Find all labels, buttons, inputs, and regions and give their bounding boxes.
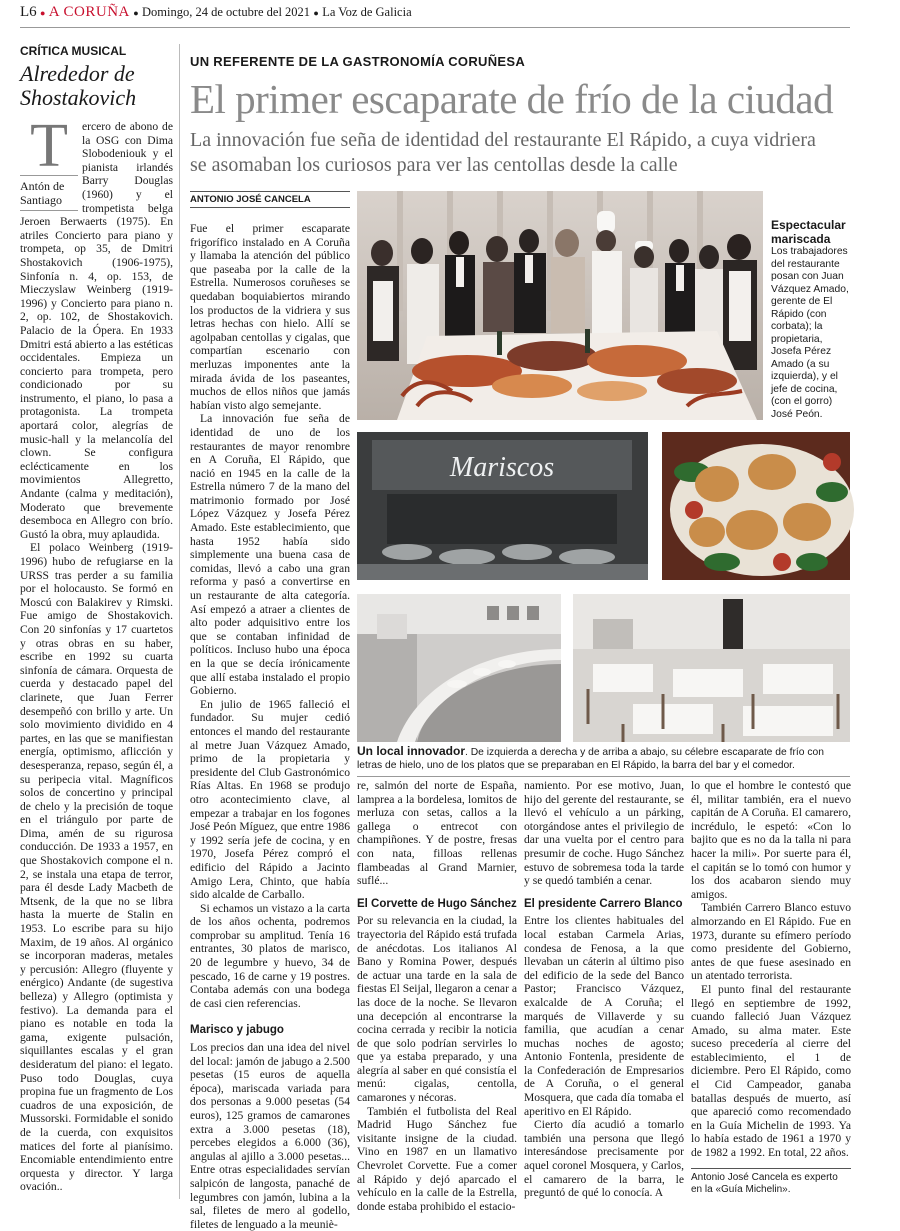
dining-room-photo xyxy=(573,594,850,742)
author-note: Antonio José Cancela es experto en la «Guía Michelin». xyxy=(691,1168,851,1196)
subheading-carrero: El presidente Carrero Blanco xyxy=(524,897,683,910)
article-subhead: La innovación fue seña de identidad del restaurante El Rápido, a cuya vidriera se asomaban los curiosos para ver las centollas desde la calle xyxy=(190,129,816,176)
caption-1-text: Los trabajadores del restaurante posan con Juan Vázquez Amado, gerente de El Rápido (con corbata); la propietaria, Josefa Pérez Amado (a su izquierda), y el jefe de cocina, (con el gorro) José Peón. xyxy=(771,246,849,420)
article-column-2: re, salmón del norte de España, lamprea a la bordelesa, lomitos de merluza con setas, callos a la gallega o entrecot con champiñones. Y de postre, fresas con nata, filloas rellenas flambeadas al Grand Marnier, suflé... El Corvette de Hugo Sánchez Por su relevancia en la ciudad, la trayectoria del Rápido está trufada de anécdotas. Los italianos Al Bano y Romina Power, después de actuar una tarde en la sala de fiestas El Seijal, llegaron a cenar a las doce de la noche. Se llevaron una decepción al encontrarse la cocina cerrada y recibir la noticia de que solo podrían servirles lo que ya estaba preparado, y una alegría al saber en qué consistía el menú: cigalas, centolla, camarones y nécoras. También el futbolista del Real Madrid Hugo Sánchez fue visitante insigne de la ciudad. Vino en 1987 en un llamativo Chevrolet Corvette. Fue a comer al Rápido y dejó aparcado el vehículo en la calle de la Estrella, donde estaba prohibido el estacio- xyxy=(357,779,517,1213)
bullet-icon: ● xyxy=(133,8,139,18)
header-rule xyxy=(20,27,850,28)
article-column-1: Fue el primer escaparate frigorífico instalado en A Coruña y llamaba la atención del público que paseaba por la calle de la Estrella. Numerosos coruñeses se quedaban boquiabiertos mirando los productos de la vidriera y sus letras hechas con hielo. Allí se agolpaban centollas y cigalas, que compartían escenario con merluzas imponentes ante la mirada ávida de los paseantes, muchos de ellos niños que jamás habían visto algo semejante. La innovación fue seña de identidad de uno de los restaurantes de mayor renombre en A Coruña, El Rápido, que nació en 1945 en la calle de la Estrella número 7 de la mano del matrimonio formado por José López Vázquez y Josefa Pérez Amado. Este establecimiento, que hasta 1952 había sido simplemente una buena casa de comidas, llevó a cabo una gran reforma y pasó a convertirse en un restaurante de alta categoría. Así empezó a atraer a clientes de alto poder adquisitivo entre los que se contaban infinidad de políticos. Incluso hubo una época en la que se decía irónicamente que allí estaba instalado el propio Gobierno. En julio de 1965 falleció el fundador. Su mujer cedió entonces el mando del restaurante al metre Juan Vázquez Amado, primo de la propietaria y presidente del Club Gastronómico Rías Altas. En 1968 se produjo otro acontecimiento clave, al empezar a trabajar en los fogones José Peón Míguez, que entre 1986 y 1992 sería jefe de cocina, y en 1970, Josefa Pérez compró el edificio del Rápido a Jacinto Amigo Lera, Chinto, que había sido alcalde de Carballo. Si echamos un vistazo a la carta de los años ochenta, podremos comprobar su amplitud. Tenía 16 entrantes, 30 platos de marisco, 20 de legumbre y huevo, 34 de pescado, 16 de carne y 19 postres. Contaba además con una bodega de casi cien referencias. Marisco y jabugo Los precios dan una idea del nivel del local: jamón de jabugo a 2.500 pesetas (15 euros de aquella época), mariscada variada para dos personas a 9.000 pesetas (54 euros), 125 gramos de camarones extra a 3.000 pesetas (18), percebes elegidos a 6.000 (36), angulas al ajillo a 3.000 pesetas... Entre otras especialidades servían salpicón de langosta, panaché de legumbres con jamón, lubina a la sal, filetes de mero al godello, filetes de lenguado a la meuniè- xyxy=(190,222,351,1231)
review-paragraph: El polaco Weinberg (1919-1996) hubo de refugiarse en la URSS tras perder a su familia por el holocausto. Se formó en Moscú con Balakirev y Rimski. Fue amigo de Shostakovich. Con 20 sinfonías y 17 cuartetos y otras obras en su haber, escribe en 1992 su cuarta sinfonía de cámara. Orquesta de cuerda y destacado papel del clarinete, que Juan Ferrer desempeñó con brillo y arte. Un solo movimiento dividido en 4 partes, en las que se manifiestan energía, optimismo, aflicción y desesperanza, repaso, según él, a su peripecia vital. Magníficos solos de concertino y principal de chelo y la precisión de toque en el triángulo por parte de Dima, amén de su rigurosa conducción. De 1933 a 1957, en que Shostakovich compone el n. 2, se instala una etapa de terror, para él desde Lady Macbeth de Mtsenk, de la que no se libra hasta la muerte de Stalin en 1953. Lo escribe para su hijo Maxim, de 19 años. Al orgánico se incorporan maderas, metales y percusión: Allegro (fluyente y enérgico) Andante (de sugestiva belleza) y Allegro (optimista y festivo). La demanda para el piano es notable en toda la gama, exigente pulsación, siquillantes escalas y el gran desideratum del piano: el legato. Puso todo Douglas, cuya propina fue un fragmento de Los cuadros de una exposición, de Mussorski. Formidable el sonido de la cuerda, con exquisitos matices del forte al pianísimo. Encomiable entendimiento entre orquesta y director. Y larga ovación.. xyxy=(20,541,173,1194)
photo-caption-2: Un local innovador. De izquierda a derecha y de arriba a abajo, su célebre escaparate de frío con letras de hielo, uno de los platos que se preparaban en El Rápido, la barra del bar y el comedor. xyxy=(357,745,850,777)
ice-letters: Mariscos xyxy=(449,452,555,483)
review-title: Alrededor de Shostakovich xyxy=(20,61,137,110)
page-number: L6 xyxy=(20,4,37,20)
bar-photo xyxy=(357,594,561,742)
review-kicker: CRÍTICA MUSICAL xyxy=(20,44,127,58)
bullet-icon: ● xyxy=(313,8,319,18)
page-date: Domingo, 24 de octubre del 2021 xyxy=(142,5,311,19)
dish-photo xyxy=(662,432,850,580)
photo-caption-1 xyxy=(771,218,851,421)
dropcap: T xyxy=(30,112,68,180)
article-headline: El primer escaparate de frío de la ciudad xyxy=(190,76,834,122)
article-column-4: lo que el hombre le contestó que él, militar también, era el nuevo capitán de A Coruña. El camarero, incrédulo, le espetó: «Con lo bajito que es no da la talla ni para hacer la mili». Por suerte para él, el capitán se lo tomó con humor y los dos acabaron siendo muy amigos. También Carrero Blanco estuvo almorzando en El Rápido. Fue en 1973, durante su efímero período como presidente del Gobierno, antes de que fuese asesinado en un atentado terrorista. El punto final del restaurante llegó en septiembre de 1992, cuando falleció Juan Vázquez Amado, su alma mater. Este suceso precedería al cierre del establecimiento, el 1 de diciembre. Pero El Rápido, como el Cid Campeador, ganaba batallas después de muerto, así que apareció como recomendado en la Guía Michelin de 1993. Ya lo había estado de 1961 a 1970 y de 1982 a 1992. En total, 22 años. Antonio José Cancela es experto en la «Guía Michelin». xyxy=(691,779,851,1195)
caption-2-text: De izquierda a derecha y de arriba a abajo, su célebre escaparate de frío con letras de hielo, uno de los platos que se preparaban en El Rápido, la barra del bar y el comedor. xyxy=(357,747,824,771)
section-name: A CORUÑA xyxy=(48,4,130,20)
article-kicker: UN REFERENTE DE LA GASTRONOMÍA CORUÑESA xyxy=(190,54,526,69)
newspaper-name: La Voz de Galicia xyxy=(322,5,412,19)
caption-1-title: Espectacular mariscada xyxy=(771,218,846,246)
article-column-3: namiento. Por ese motivo, Juan, hijo del gerente del restaurante, se llevó el vehículo a un párking, otorgándose antes el privilegio de dar una vuelta por el centro para presumir de coche. Hugo Sánchez estuvo de sobremesa toda la tarde y se quedó también a cenar. El presidente Carrero Blanco Entre los clientes habituales del local estaban Carmela Arias, condesa de Fenosa, a la que llevaban un cáterin al último piso del edificio de la sede del Banco Pastor; Francisco Vázquez, exalcalde de A Coruña; el marqués de Villaverde y su familia, que acudían a cenar muchas noches de agosto; Antonio Fontenla, presidente de la Confederación de Empresarios de A Coruña, o el general Mosquera, que cada día tomaba el aperitivo en El Rápido. Cierto día acudió a tomarlo también una persona que llegó interesándose precisamente por aquel coronel Mosquera, y Carlos, el camarero de la barra, le preguntó de qué lo conocía. A xyxy=(524,779,684,1200)
caption-2-title: Un local innovador xyxy=(357,744,466,758)
bullet-icon: ● xyxy=(40,8,46,18)
page-header xyxy=(20,4,850,24)
subheading-corvette: El Corvette de Hugo Sánchez xyxy=(357,897,517,910)
subheading-marisco: Marisco y jabugo xyxy=(190,1024,284,1037)
review-column xyxy=(20,44,173,1202)
shop-window-photo xyxy=(357,432,648,580)
column-divider xyxy=(179,44,180,1199)
byline: ANTONIO JOSÉ CANCELA xyxy=(190,191,350,208)
staff-seafood-photo xyxy=(357,191,763,420)
review-author: Antón de Santiago xyxy=(20,179,65,207)
review-intro: ercero de abono de la OSG con Dima Slobodeniouk y el pianista irlandés Barry Douglas (1960) y el trompetista belga Jeroen Berwaerts (1975). En atriles Concierto para piano y trompeta, op 35, de Dmitri Shostakovich (1906-1975), Sinfonía n. 4, op. 153, de Mieczyslaw Weinberg (1919-1996) y Concierto para piano n. 2, op. 102, de Shostakovich. Palacio de la Ópera. En 1933 Dmitri está abierto a las estéticas occidentales. Empieza un concierto para trompeta, pero condicionado por su instrumento, el piano, lo pasa a protagonista. La trompeta aportará color, alegrías de music-hall y la melancolía del clown. Se configura eclécticamente en los movimientos Allegretto, Andante (calma y meditación), Moderato que brevemente desemboca en Allegro con brío. Gustó la obra, muy aplaudida. xyxy=(20,120,173,541)
